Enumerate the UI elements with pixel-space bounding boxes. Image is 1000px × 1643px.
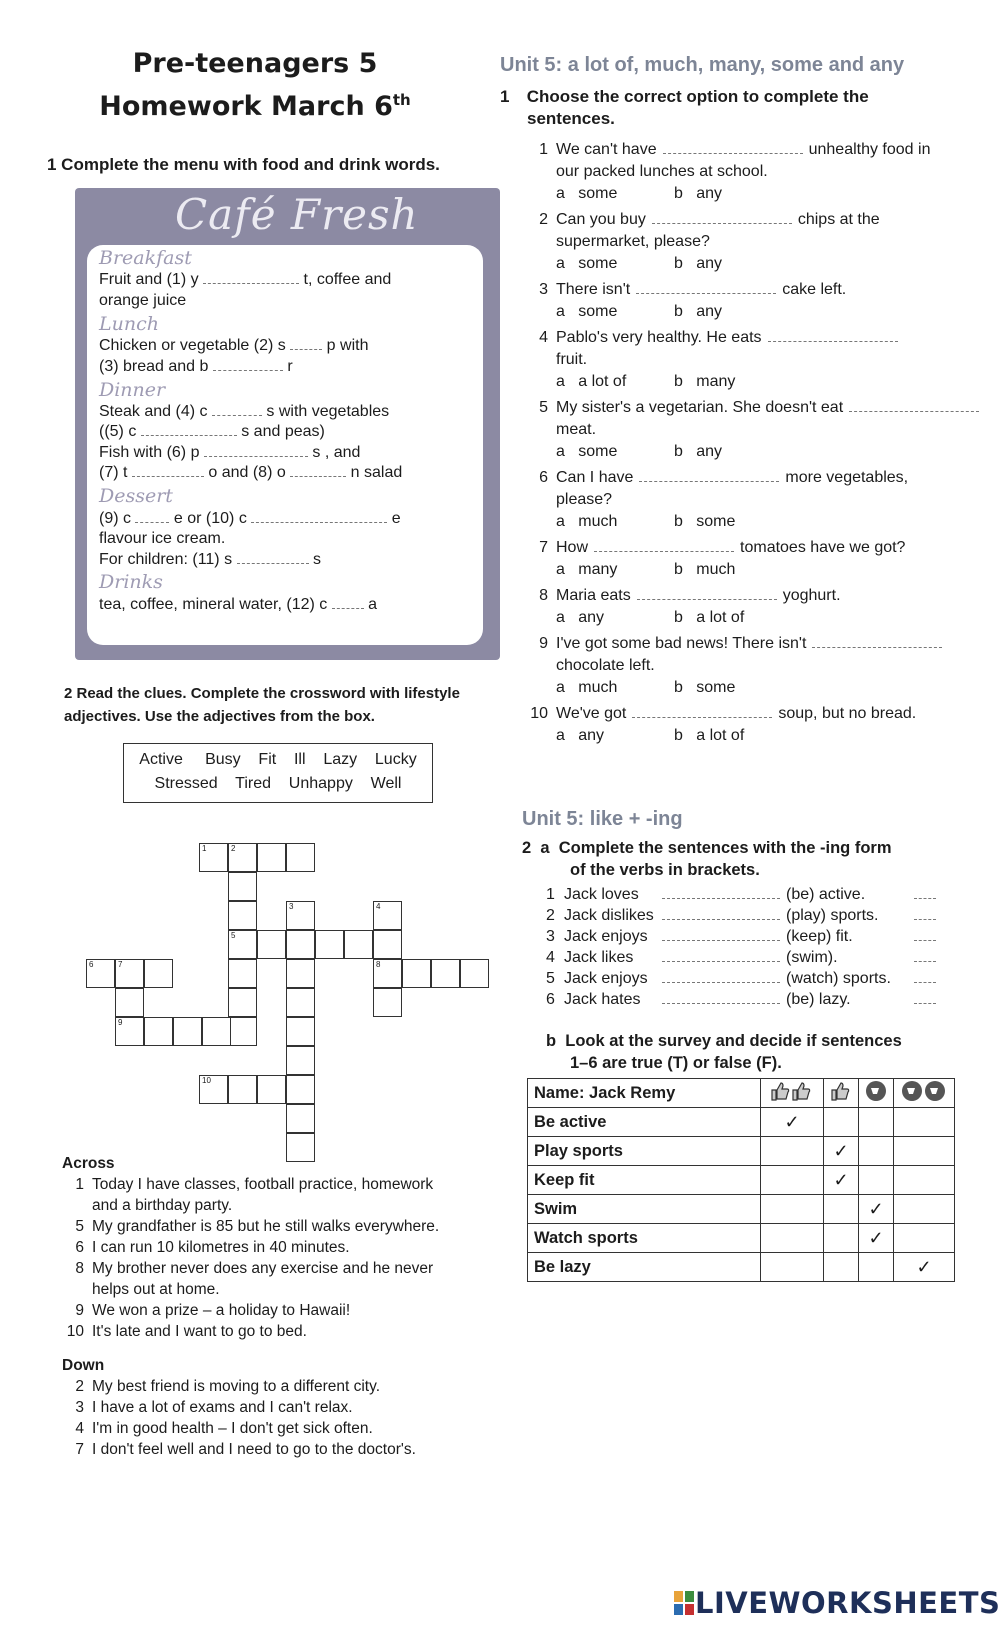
crossword-cell[interactable]: 10 bbox=[199, 1075, 228, 1104]
crossword-cell[interactable]: 6 bbox=[86, 959, 115, 988]
option-b[interactable]: b some bbox=[674, 679, 736, 696]
cafe-title: Café Fresh bbox=[175, 190, 419, 239]
survey-row bbox=[528, 1253, 955, 1282]
menu-line-12: tea, coffee, mineral water, (12) c a bbox=[99, 596, 378, 613]
survey-cell bbox=[859, 1108, 894, 1137]
option-b[interactable]: b any bbox=[674, 303, 723, 320]
true-false-blank[interactable] bbox=[914, 905, 936, 920]
question-8: 8 Maria eats yoghurt. a any b a lot of bbox=[522, 585, 992, 629]
answer-blank[interactable] bbox=[663, 139, 803, 154]
survey-cell bbox=[761, 1195, 824, 1224]
clue-line: 10 It's late and I want to go to bed. bbox=[66, 1323, 307, 1340]
survey-cell bbox=[824, 1253, 859, 1282]
option-a[interactable]: a some bbox=[556, 185, 618, 202]
section-breakfast: Breakfast bbox=[99, 247, 192, 269]
crossword-cell[interactable]: 7 bbox=[115, 959, 144, 988]
menu-line-6: ((5) c s and peas) bbox=[99, 423, 325, 440]
survey-row-label: Swim bbox=[528, 1195, 761, 1224]
unit-a-title: Unit 5: a lot of, much, many, some and any bbox=[500, 54, 905, 76]
crossword-cell[interactable] bbox=[257, 843, 286, 872]
answer-blank[interactable] bbox=[849, 397, 979, 412]
answer-blank[interactable] bbox=[662, 989, 780, 1004]
crossword-cell[interactable] bbox=[460, 959, 489, 988]
survey-table bbox=[527, 1078, 955, 1282]
crossword-cell[interactable] bbox=[144, 1017, 173, 1046]
crossword-cell[interactable] bbox=[228, 988, 257, 1017]
unit-b-heading-a: 2 a Complete the sentences with the -ing form of the verbs in brackets. bbox=[522, 839, 892, 879]
unit-b-title: Unit 5: like + -ing bbox=[522, 808, 683, 830]
survey-cell bbox=[761, 1137, 824, 1166]
true-false-blank[interactable] bbox=[914, 884, 936, 899]
unit-a-questions bbox=[522, 139, 992, 751]
survey-cell bbox=[894, 1224, 955, 1253]
option-b[interactable]: b any bbox=[674, 255, 723, 272]
option-a[interactable]: a much bbox=[556, 513, 618, 530]
crossword-cell[interactable] bbox=[373, 930, 402, 959]
menu-line-11: For children: (11) s s bbox=[99, 551, 321, 568]
survey-cell bbox=[894, 1166, 955, 1195]
clue-line: 8 My brother never does any exercise and he never bbox=[75, 1260, 434, 1277]
question-5: 5 My sister's a vegetarian. She doesn't eat meat. a some b any bbox=[522, 397, 992, 463]
liveworksheets-logo bbox=[673, 1586, 1000, 1620]
question-6: 6 Can I have more vegetables, please? a much b some bbox=[522, 467, 992, 533]
title-line-1: Pre-teenagers 5 bbox=[132, 48, 378, 79]
crossword-cell[interactable] bbox=[228, 1075, 257, 1104]
option-a[interactable]: a many bbox=[556, 561, 618, 578]
blank-10[interactable] bbox=[251, 508, 387, 523]
true-false-blank[interactable] bbox=[914, 947, 936, 962]
clue-line: 2 My best friend is moving to a different city. bbox=[75, 1378, 381, 1395]
down-title: Down bbox=[62, 1357, 105, 1374]
crossword-cell[interactable] bbox=[373, 988, 402, 1017]
section-dessert: Dessert bbox=[99, 485, 173, 507]
answer-blank[interactable] bbox=[652, 209, 792, 224]
answer-blank[interactable] bbox=[812, 633, 942, 648]
answer-blank[interactable] bbox=[662, 926, 780, 941]
option-a[interactable]: a some bbox=[556, 303, 618, 320]
survey-cell bbox=[894, 1195, 955, 1224]
menu-inner bbox=[87, 245, 483, 645]
check-mark: ✓ bbox=[894, 1253, 955, 1282]
answer-blank[interactable] bbox=[662, 884, 780, 899]
true-false-blank[interactable] bbox=[914, 968, 936, 983]
option-b[interactable]: b many bbox=[674, 373, 736, 390]
menu-line-9: (9) c e or (10) c e bbox=[99, 510, 401, 527]
survey-name-header: Name: Jack Remy bbox=[528, 1079, 761, 1108]
across-clues bbox=[62, 1153, 439, 1342]
blank-8[interactable] bbox=[290, 462, 346, 477]
crossword-cell[interactable] bbox=[402, 959, 431, 988]
crossword-cell[interactable] bbox=[286, 843, 315, 872]
true-false-blank[interactable] bbox=[914, 989, 936, 1004]
survey-cell bbox=[859, 1137, 894, 1166]
unit-b-heading-b: b Look at the survey and decide if sentences 1–6 are true (T) or false (F). bbox=[546, 1032, 902, 1072]
crossword-cell[interactable] bbox=[228, 872, 257, 901]
menu-line-3: Chicken or vegetable (2) s p with bbox=[99, 337, 369, 354]
question-4: 4 Pablo's very healthy. He eats fruit. a a lot of b many bbox=[522, 327, 992, 393]
clue-line: 1 Today I have classes, football practice, homework bbox=[75, 1176, 434, 1193]
blank-1[interactable] bbox=[203, 269, 299, 284]
survey-row bbox=[528, 1137, 955, 1166]
check-mark: ✓ bbox=[824, 1137, 859, 1166]
word-box-row-1: Active Busy Fit Ill Lazy Lucky bbox=[139, 751, 417, 768]
crossword-cell[interactable] bbox=[286, 988, 315, 1017]
survey-cell bbox=[859, 1253, 894, 1282]
question-9: 9 I've got some bad news! There isn't chocolate left. a much b some bbox=[522, 633, 992, 699]
check-mark: ✓ bbox=[761, 1108, 824, 1137]
option-b[interactable]: b any bbox=[674, 185, 723, 202]
menu-line-7: Fish with (6) p s , and bbox=[99, 444, 361, 461]
crossword-cell[interactable] bbox=[344, 930, 373, 959]
menu-line-10: flavour ice cream. bbox=[99, 530, 226, 547]
true-false-blank[interactable] bbox=[914, 926, 936, 941]
crossword-cell[interactable]: 1 bbox=[199, 843, 228, 872]
section-dinner: Dinner bbox=[99, 379, 166, 401]
clue-line: helps out at home. bbox=[92, 1281, 220, 1298]
cafe-menu-card bbox=[75, 188, 500, 660]
question-7: 7 How tomatoes have we got? a many b much bbox=[522, 537, 992, 581]
exercise-1-heading: 1 Complete the menu with food and drink words. bbox=[47, 155, 440, 174]
crossword-cell[interactable] bbox=[315, 930, 344, 959]
survey-row bbox=[528, 1166, 955, 1195]
crossword-cell[interactable]: 4 bbox=[373, 901, 402, 930]
survey-cell bbox=[761, 1166, 824, 1195]
ing-item-5: 5 Jack enjoys (watch) sports. bbox=[546, 968, 936, 989]
thumbs-up-icon bbox=[824, 1079, 859, 1108]
ing-item-2: 2 Jack dislikes (play) sports. bbox=[546, 905, 936, 926]
crossword-cell[interactable] bbox=[286, 959, 315, 988]
clue-line: 6 I can run 10 kilometres in 40 minutes. bbox=[75, 1239, 350, 1256]
crossword-cell[interactable]: 2 bbox=[228, 843, 257, 872]
adjective-word-box bbox=[123, 743, 433, 803]
crossword-cell[interactable] bbox=[257, 930, 286, 959]
crossword-cell[interactable] bbox=[286, 1017, 315, 1046]
ing-item-6: 6 Jack hates (be) lazy. bbox=[546, 989, 936, 1010]
crossword-cell[interactable] bbox=[202, 1017, 231, 1046]
crossword-cell[interactable] bbox=[286, 1075, 315, 1104]
clue-line: 4 I'm in good health – I don't get sick often. bbox=[75, 1420, 373, 1437]
survey-cell bbox=[761, 1224, 824, 1253]
watermark-text: LIVEWORKSHEETS bbox=[695, 1586, 1000, 1620]
ing-item-1: 1 Jack loves (be) active. bbox=[546, 884, 936, 905]
blank-3[interactable] bbox=[213, 356, 283, 371]
thumbs-down-icon bbox=[859, 1079, 894, 1108]
question-1: 1 We can't have unhealthy food in our packed lunches at school. a some b any bbox=[522, 139, 992, 205]
survey-cell bbox=[761, 1253, 824, 1282]
check-mark: ✓ bbox=[824, 1166, 859, 1195]
crossword-cell[interactable]: 5 bbox=[228, 930, 257, 959]
option-a[interactable]: a much bbox=[556, 679, 618, 696]
crossword-cell[interactable] bbox=[431, 959, 460, 988]
option-b[interactable]: b a lot of bbox=[674, 609, 745, 626]
menu-line-2: orange juice bbox=[99, 292, 187, 309]
blank-11[interactable] bbox=[237, 549, 309, 564]
survey-cell bbox=[824, 1195, 859, 1224]
unit-a-heading: 1 Choose the correct option to complete the sentences. bbox=[500, 87, 869, 128]
clue-line: 3 I have a lot of exams and I can't relax. bbox=[75, 1399, 353, 1416]
option-b[interactable]: b some bbox=[674, 513, 736, 530]
survey-cell bbox=[824, 1224, 859, 1253]
survey-row-label: Watch sports bbox=[528, 1224, 761, 1253]
survey-cell bbox=[894, 1108, 955, 1137]
answer-blank[interactable] bbox=[594, 537, 734, 552]
thumbs-up-double-icon bbox=[761, 1079, 824, 1108]
answer-blank[interactable] bbox=[662, 947, 780, 962]
crossword-cell[interactable] bbox=[286, 930, 315, 959]
menu-line-4: (3) bread and b r bbox=[99, 358, 293, 375]
crossword-cell[interactable] bbox=[228, 959, 257, 988]
survey-row-label: Keep fit bbox=[528, 1166, 761, 1195]
answer-blank[interactable] bbox=[639, 467, 779, 482]
check-mark: ✓ bbox=[859, 1224, 894, 1253]
answer-blank[interactable] bbox=[636, 279, 776, 294]
crossword-cell[interactable] bbox=[173, 1017, 202, 1046]
survey-row bbox=[528, 1108, 955, 1137]
crossword-cell[interactable] bbox=[257, 1075, 286, 1104]
crossword-cell[interactable]: 3 bbox=[286, 901, 315, 930]
word-box-row-2: Stressed Tired Unhappy Well bbox=[154, 775, 402, 792]
blank-9[interactable] bbox=[135, 508, 169, 523]
option-a[interactable]: a any bbox=[556, 609, 605, 626]
crossword-cell[interactable] bbox=[286, 1104, 315, 1133]
answer-blank[interactable] bbox=[662, 968, 780, 983]
survey-row-label: Be active bbox=[528, 1108, 761, 1137]
crossword-cell[interactable]: 8 bbox=[373, 959, 402, 988]
blank-7[interactable] bbox=[132, 462, 204, 477]
crossword-cell[interactable] bbox=[144, 959, 173, 988]
crossword-cell[interactable] bbox=[286, 1046, 315, 1075]
clue-line: 7 I don't feel well and I need to go to the doctor's. bbox=[75, 1441, 416, 1458]
blank-6[interactable] bbox=[204, 442, 308, 457]
question-2: 2 Can you buy chips at the supermarket, please? a some b any bbox=[522, 209, 992, 275]
option-b[interactable]: b a lot of bbox=[674, 727, 745, 744]
exercise-2-heading: 2 Read the clues. Complete the crossword with lifestyle adjectives. Use the adjectives from the box. bbox=[64, 685, 460, 725]
section-lunch: Lunch bbox=[99, 313, 159, 335]
option-b[interactable]: b much bbox=[674, 561, 736, 578]
answer-blank[interactable] bbox=[662, 905, 780, 920]
survey-row-label: Play sports bbox=[528, 1137, 761, 1166]
option-a[interactable]: a a lot of bbox=[556, 373, 627, 390]
unit-b-items bbox=[546, 884, 936, 1010]
ing-item-4: 4 Jack likes (swim). bbox=[546, 947, 936, 968]
title-line-2: Homework March 6th bbox=[99, 91, 411, 122]
menu-line-8: (7) t o and (8) o n salad bbox=[99, 464, 403, 481]
question-10: 10 We've got soup, but no bread. a any b a lot of bbox=[522, 703, 992, 747]
crossword-cell[interactable] bbox=[115, 988, 144, 1017]
crossword-cell[interactable] bbox=[228, 901, 257, 930]
question-3: 3 There isn't cake left. a some b any bbox=[522, 279, 992, 323]
answer-blank[interactable] bbox=[768, 327, 898, 342]
clue-line: 9 We won a prize – a holiday to Hawaii! bbox=[75, 1302, 351, 1319]
option-a[interactable]: a some bbox=[556, 443, 618, 460]
across-title: Across bbox=[62, 1155, 115, 1172]
ing-item-3: 3 Jack enjoys (keep) fit. bbox=[546, 926, 936, 947]
clue-line: and a birthday party. bbox=[92, 1197, 233, 1214]
clue-line: 5 My grandfather is 85 but he still walks everywhere. bbox=[75, 1218, 440, 1235]
blank-12[interactable] bbox=[332, 594, 364, 609]
thumbs-down-double-icon bbox=[894, 1079, 955, 1108]
survey-row-label: Be lazy bbox=[528, 1253, 761, 1282]
survey-row bbox=[528, 1195, 955, 1224]
crossword-cell[interactable]: 9 bbox=[115, 1017, 144, 1046]
survey-cell bbox=[824, 1108, 859, 1137]
blank-2[interactable] bbox=[290, 335, 322, 350]
crossword-cell[interactable] bbox=[228, 1017, 257, 1046]
menu-line-5: Steak and (4) c s with vegetables bbox=[99, 403, 390, 420]
blank-5[interactable] bbox=[141, 421, 237, 436]
page-title bbox=[40, 46, 470, 125]
survey-cell bbox=[894, 1137, 955, 1166]
answer-blank[interactable] bbox=[632, 703, 772, 718]
blank-4[interactable] bbox=[212, 401, 262, 416]
survey-row bbox=[528, 1224, 955, 1253]
option-b[interactable]: b any bbox=[674, 443, 723, 460]
down-clues bbox=[62, 1355, 416, 1460]
answer-blank[interactable] bbox=[637, 585, 777, 600]
check-mark: ✓ bbox=[859, 1195, 894, 1224]
menu-line-1: Fruit and (1) y t, coffee and bbox=[99, 271, 392, 288]
option-a[interactable]: a some bbox=[556, 255, 618, 272]
section-drinks: Drinks bbox=[99, 571, 163, 593]
survey-cell bbox=[859, 1166, 894, 1195]
liveworksheets-icon bbox=[673, 1590, 695, 1616]
option-a[interactable]: a any bbox=[556, 727, 605, 744]
